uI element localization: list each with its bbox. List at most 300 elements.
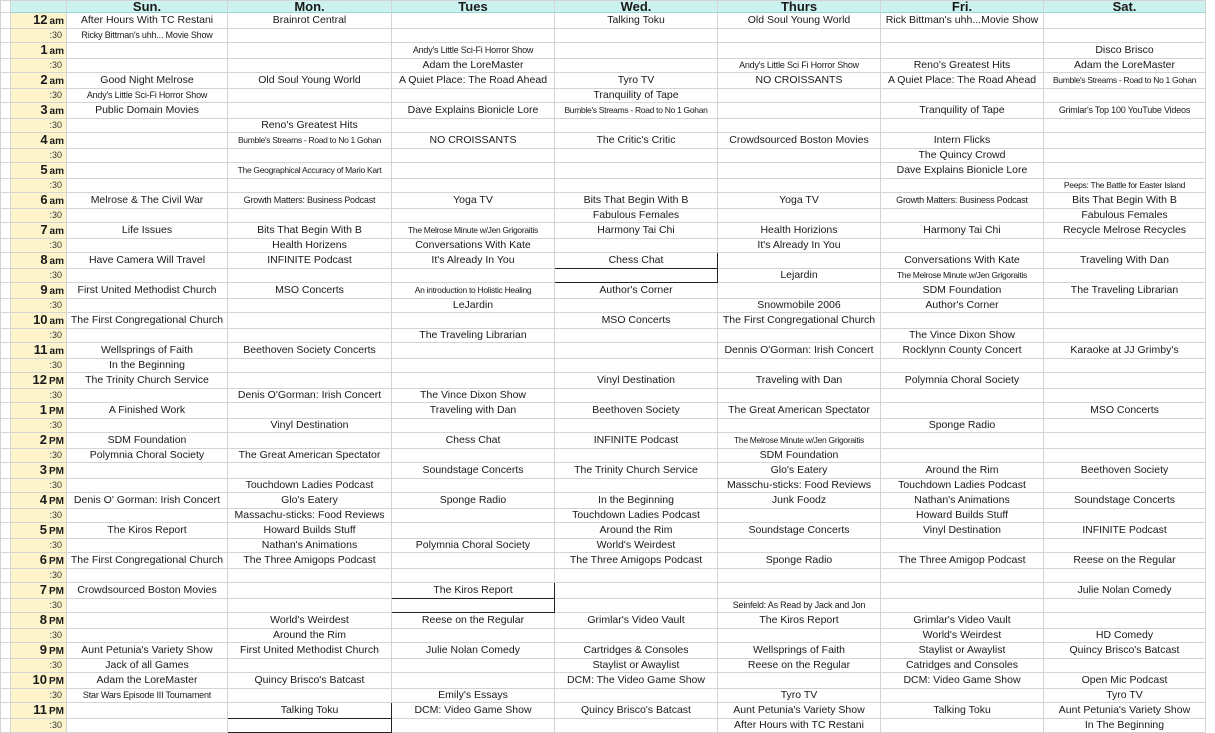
program-cell-mon[interactable] (228, 329, 392, 343)
program-cell-thu[interactable]: It's Already In You (718, 239, 881, 253)
program-cell-wed[interactable] (555, 59, 718, 73)
header-corner-cell[interactable] (11, 1, 67, 13)
row-edge-cell[interactable] (1, 299, 11, 313)
hour-label[interactable] (11, 103, 67, 119)
hour-label[interactable] (11, 583, 67, 599)
program-cell-sun[interactable]: Denis O' Gorman: Irish Concert (67, 493, 228, 509)
program-cell-thu[interactable]: NO CROISSANTS (718, 73, 881, 89)
row-edge-cell[interactable] (1, 553, 11, 569)
hour-label[interactable] (11, 283, 67, 299)
program-cell-wed[interactable] (555, 689, 718, 703)
row-edge-cell[interactable] (1, 493, 11, 509)
program-cell-mon[interactable]: The Geographical Accuracy of Mario Kart (228, 163, 392, 179)
row-edge-cell[interactable] (1, 73, 11, 89)
program-cell-sun[interactable]: Melrose & The Civil War (67, 193, 228, 209)
program-cell-thu[interactable]: Snowmobile 2006 (718, 299, 881, 313)
program-cell-wed[interactable]: Around the Rim (555, 523, 718, 539)
program-cell-tue[interactable]: Reese on the Regular (392, 613, 555, 629)
program-cell-fri[interactable]: Grimlar's Video Vault (881, 613, 1044, 629)
row-edge-cell[interactable] (1, 463, 11, 479)
row-edge-cell[interactable] (1, 119, 11, 133)
program-cell-tue[interactable] (392, 119, 555, 133)
row-edge-cell[interactable] (1, 343, 11, 359)
program-cell-wed[interactable]: In the Beginning (555, 493, 718, 509)
program-cell-sat[interactable] (1044, 163, 1206, 179)
program-cell-mon[interactable]: Quincy Brisco's Batcast (228, 673, 392, 689)
program-cell-sun[interactable]: Andy's Little Sci-Fi Horror Show (67, 89, 228, 103)
program-cell-thu[interactable]: The Kiros Report (718, 613, 881, 629)
day-header-tue[interactable]: Tues (392, 1, 555, 13)
hour-label[interactable] (11, 553, 67, 569)
program-cell-wed[interactable]: Bits That Begin With B (555, 193, 718, 209)
row-edge-cell[interactable] (1, 29, 11, 43)
hour-label[interactable] (11, 463, 67, 479)
program-cell-mon[interactable] (228, 403, 392, 419)
program-cell-tue[interactable] (392, 343, 555, 359)
program-cell-thu[interactable] (718, 673, 881, 689)
program-cell-fri[interactable]: Around the Rim (881, 463, 1044, 479)
program-cell-fri[interactable] (881, 179, 1044, 193)
program-cell-fri[interactable]: Polymnia Choral Society (881, 373, 1044, 389)
program-cell-sat[interactable] (1044, 149, 1206, 163)
program-cell-tue[interactable] (392, 373, 555, 389)
program-cell-thu[interactable] (718, 149, 881, 163)
program-cell-wed[interactable] (555, 343, 718, 359)
row-edge-cell[interactable] (1, 703, 11, 719)
program-cell-thu[interactable] (718, 359, 881, 373)
row-edge-cell[interactable] (1, 149, 11, 163)
program-cell-sun[interactable]: Star Wars Episode III Tournament (67, 689, 228, 703)
program-cell-fri[interactable]: Vinyl Destination (881, 523, 1044, 539)
program-cell-thu[interactable]: The Melrose Minute w/Jen Grigoraitis (718, 433, 881, 449)
hour-label[interactable] (11, 13, 67, 29)
row-header-corner[interactable] (1, 1, 11, 13)
program-cell-wed[interactable] (555, 239, 718, 253)
program-cell-sun[interactable]: Adam the LoreMaster (67, 673, 228, 689)
program-cell-thu[interactable] (718, 209, 881, 223)
program-cell-tue[interactable] (392, 163, 555, 179)
program-cell-mon[interactable]: Massachu-sticks: Food Reviews (228, 509, 392, 523)
program-cell-sat[interactable] (1044, 509, 1206, 523)
program-cell-mon[interactable]: MSO Concerts (228, 283, 392, 299)
day-header-sat[interactable]: Sat. (1044, 1, 1206, 13)
program-cell-fri[interactable]: Rick Bittman's uhh...Movie Show (881, 13, 1044, 29)
program-cell-sat[interactable]: Fabulous Females (1044, 209, 1206, 223)
program-cell-wed[interactable]: Tranquility of Tape (555, 89, 718, 103)
program-cell-thu[interactable] (718, 89, 881, 103)
program-cell-fri[interactable]: Catridges and Consoles (881, 659, 1044, 673)
program-cell-thu[interactable]: Sponge Radio (718, 553, 881, 569)
program-cell-wed[interactable] (555, 719, 718, 733)
row-edge-cell[interactable] (1, 329, 11, 343)
program-cell-fri[interactable] (881, 89, 1044, 103)
program-cell-tue[interactable]: DCM: Video Game Show (392, 703, 555, 719)
program-cell-mon[interactable]: Denis O'Gorman: Irish Concert (228, 389, 392, 403)
program-cell-wed[interactable] (555, 583, 718, 599)
hour-label[interactable] (11, 493, 67, 509)
program-cell-wed[interactable]: DCM: The Video Game Show (555, 673, 718, 689)
program-cell-sun[interactable] (67, 509, 228, 523)
row-edge-cell[interactable] (1, 403, 11, 419)
hour-label[interactable] (11, 523, 67, 539)
program-cell-sun[interactable] (67, 149, 228, 163)
program-cell-wed[interactable] (555, 299, 718, 313)
program-cell-tue[interactable]: LeJardin (392, 299, 555, 313)
half-hour-label[interactable]: :30 (11, 239, 67, 253)
program-cell-fri[interactable] (881, 689, 1044, 703)
row-edge-cell[interactable] (1, 269, 11, 283)
program-cell-thu[interactable]: Seinfeld: As Read by Jack and Jon (718, 599, 881, 613)
hour-label[interactable] (11, 253, 67, 269)
program-cell-thu[interactable]: After Hours with TC Restani (718, 719, 881, 733)
program-cell-sat[interactable] (1044, 389, 1206, 403)
program-cell-wed[interactable]: Quincy Brisco's Batcast (555, 703, 718, 719)
program-cell-tue[interactable] (392, 523, 555, 539)
program-cell-sun[interactable] (67, 119, 228, 133)
program-cell-sun[interactable]: SDM Foundation (67, 433, 228, 449)
program-cell-thu[interactable]: Lejardin (718, 269, 881, 283)
program-cell-fri[interactable]: DCM: Video Game Show (881, 673, 1044, 689)
program-cell-sun[interactable]: Jack of all Games (67, 659, 228, 673)
program-cell-sun[interactable] (67, 569, 228, 583)
row-edge-cell[interactable] (1, 449, 11, 463)
program-cell-wed[interactable]: INFINITE Podcast (555, 433, 718, 449)
hour-label[interactable] (11, 343, 67, 359)
row-edge-cell[interactable] (1, 223, 11, 239)
program-cell-mon[interactable]: The Three Amigops Podcast (228, 553, 392, 569)
program-cell-fri[interactable] (881, 719, 1044, 733)
program-cell-tue[interactable]: The Melrose Minute w/Jen Grigoraitis (392, 223, 555, 239)
program-cell-fri[interactable] (881, 389, 1044, 403)
row-edge-cell[interactable] (1, 373, 11, 389)
program-cell-sat[interactable]: The Traveling Librarian (1044, 283, 1206, 299)
program-cell-fri[interactable] (881, 539, 1044, 553)
half-hour-label[interactable]: :30 (11, 179, 67, 193)
program-cell-mon[interactable] (228, 719, 392, 733)
day-header-sun[interactable]: Sun. (67, 1, 228, 13)
program-cell-sun[interactable] (67, 163, 228, 179)
program-cell-tue[interactable] (392, 553, 555, 569)
program-cell-thu[interactable]: Andy's Little Sci Fi Horror Show (718, 59, 881, 73)
program-cell-fri[interactable]: Touchdown Ladies Podcast (881, 479, 1044, 493)
program-cell-sun[interactable] (67, 329, 228, 343)
program-cell-sat[interactable] (1044, 433, 1206, 449)
program-cell-fri[interactable]: Talking Toku (881, 703, 1044, 719)
program-cell-tue[interactable] (392, 29, 555, 43)
program-cell-fri[interactable] (881, 239, 1044, 253)
program-cell-sun[interactable]: Crowdsourced Boston Movies (67, 583, 228, 599)
program-cell-sun[interactable] (67, 389, 228, 403)
program-cell-fri[interactable]: The Melrose Minute w/Jen Grigoraitis (881, 269, 1044, 283)
program-cell-mon[interactable]: Glo's Eatery (228, 493, 392, 509)
program-cell-thu[interactable]: Wellsprings of Faith (718, 643, 881, 659)
program-cell-mon[interactable] (228, 359, 392, 373)
half-hour-label[interactable]: :30 (11, 59, 67, 73)
program-cell-sun[interactable]: Have Camera Will Travel (67, 253, 228, 269)
program-cell-mon[interactable] (228, 569, 392, 583)
program-cell-thu[interactable] (718, 419, 881, 433)
program-cell-sat[interactable] (1044, 133, 1206, 149)
program-cell-thu[interactable] (718, 389, 881, 403)
half-hour-label[interactable]: :30 (11, 659, 67, 673)
row-edge-cell[interactable] (1, 253, 11, 269)
program-cell-wed[interactable]: Tyro TV (555, 73, 718, 89)
half-hour-label[interactable]: :30 (11, 539, 67, 553)
row-edge-cell[interactable] (1, 629, 11, 643)
program-cell-fri[interactable]: Author's Corner (881, 299, 1044, 313)
program-cell-wed[interactable]: Cartridges & Consoles (555, 643, 718, 659)
program-cell-wed[interactable]: The Critic's Critic (555, 133, 718, 149)
program-cell-tue[interactable] (392, 419, 555, 433)
program-cell-mon[interactable]: Bumble's Streams - Road to No 1 Gohan (228, 133, 392, 149)
program-cell-sat[interactable]: Tyro TV (1044, 689, 1206, 703)
program-cell-sat[interactable]: Open Mic Podcast (1044, 673, 1206, 689)
program-cell-sat[interactable] (1044, 659, 1206, 673)
program-cell-sun[interactable] (67, 703, 228, 719)
program-cell-mon[interactable] (228, 433, 392, 449)
row-edge-cell[interactable] (1, 103, 11, 119)
program-cell-wed[interactable]: The Three Amigops Podcast (555, 553, 718, 569)
program-cell-sat[interactable]: Recycle Melrose Recycles (1044, 223, 1206, 239)
program-cell-sun[interactable] (67, 59, 228, 73)
half-hour-label[interactable]: :30 (11, 89, 67, 103)
program-cell-sun[interactable]: Aunt Petunia's Variety Show (67, 643, 228, 659)
program-cell-thu[interactable] (718, 329, 881, 343)
row-edge-cell[interactable] (1, 389, 11, 403)
program-cell-fri[interactable]: Rocklynn County Concert (881, 343, 1044, 359)
day-header-fri[interactable]: Fri. (881, 1, 1044, 13)
program-cell-tue[interactable]: Traveling with Dan (392, 403, 555, 419)
row-edge-cell[interactable] (1, 643, 11, 659)
program-cell-fri[interactable]: A Quiet Place: The Road Ahead (881, 73, 1044, 89)
program-cell-fri[interactable]: Growth Matters: Business Podcast (881, 193, 1044, 209)
program-cell-sat[interactable]: Peeps: The Battle for Easter Island (1044, 179, 1206, 193)
program-cell-tue[interactable] (392, 149, 555, 163)
program-cell-fri[interactable] (881, 583, 1044, 599)
row-edge-cell[interactable] (1, 719, 11, 733)
program-cell-sun[interactable] (67, 539, 228, 553)
program-cell-sat[interactable]: Soundstage Concerts (1044, 493, 1206, 509)
program-cell-sun[interactable] (67, 179, 228, 193)
program-cell-wed[interactable] (555, 329, 718, 343)
program-cell-wed[interactable] (555, 149, 718, 163)
program-cell-sun[interactable]: A Finished Work (67, 403, 228, 419)
program-cell-thu[interactable] (718, 163, 881, 179)
hour-label[interactable] (11, 193, 67, 209)
half-hour-label[interactable]: :30 (11, 509, 67, 523)
half-hour-label[interactable]: :30 (11, 329, 67, 343)
program-cell-wed[interactable] (555, 179, 718, 193)
program-cell-sun[interactable] (67, 299, 228, 313)
program-cell-tue[interactable]: An introduction to Holistic Healing (392, 283, 555, 299)
program-cell-mon[interactable] (228, 583, 392, 599)
row-edge-cell[interactable] (1, 569, 11, 583)
row-edge-cell[interactable] (1, 13, 11, 29)
program-cell-fri[interactable] (881, 433, 1044, 449)
program-cell-thu[interactable]: Tyro TV (718, 689, 881, 703)
program-cell-wed[interactable] (555, 29, 718, 43)
program-cell-sat[interactable]: Beethoven Society (1044, 463, 1206, 479)
program-cell-fri[interactable] (881, 449, 1044, 463)
program-cell-fri[interactable]: The Vince Dixon Show (881, 329, 1044, 343)
program-cell-fri[interactable] (881, 29, 1044, 43)
row-edge-cell[interactable] (1, 523, 11, 539)
half-hour-label[interactable]: :30 (11, 419, 67, 433)
program-cell-wed[interactable] (555, 359, 718, 373)
program-cell-mon[interactable]: Growth Matters: Business Podcast (228, 193, 392, 209)
program-cell-sun[interactable] (67, 419, 228, 433)
program-cell-tue[interactable]: The Kiros Report (392, 583, 555, 599)
program-cell-thu[interactable]: The First Congregational Church (718, 313, 881, 329)
row-edge-cell[interactable] (1, 209, 11, 223)
program-cell-thu[interactable] (718, 103, 881, 119)
half-hour-label[interactable]: :30 (11, 209, 67, 223)
program-cell-sat[interactable] (1044, 269, 1206, 283)
program-cell-sat[interactable] (1044, 29, 1206, 43)
program-cell-sat[interactable]: Bits That Begin With B (1044, 193, 1206, 209)
program-cell-sat[interactable] (1044, 479, 1206, 493)
program-cell-fri[interactable]: Sponge Radio (881, 419, 1044, 433)
program-cell-wed[interactable]: Chess Chat (555, 253, 718, 269)
row-edge-cell[interactable] (1, 659, 11, 673)
hour-label[interactable] (11, 73, 67, 89)
half-hour-label[interactable]: :30 (11, 569, 67, 583)
program-cell-sat[interactable]: Quincy Brisco's Batcast (1044, 643, 1206, 659)
row-edge-cell[interactable] (1, 359, 11, 373)
program-cell-wed[interactable]: Harmony Tai Chi (555, 223, 718, 239)
program-cell-wed[interactable] (555, 629, 718, 643)
program-cell-mon[interactable] (228, 599, 392, 613)
half-hour-label[interactable]: :30 (11, 389, 67, 403)
half-hour-label[interactable]: :30 (11, 149, 67, 163)
program-cell-fri[interactable]: Reno's Greatest Hits (881, 59, 1044, 73)
row-edge-cell[interactable] (1, 163, 11, 179)
program-cell-wed[interactable] (555, 479, 718, 493)
program-cell-mon[interactable]: Touchdown Ladies Podcast (228, 479, 392, 493)
hour-label[interactable] (11, 433, 67, 449)
program-cell-thu[interactable]: Health Horizions (718, 223, 881, 239)
row-edge-cell[interactable] (1, 89, 11, 103)
program-cell-sun[interactable] (67, 599, 228, 613)
program-cell-tue[interactable] (392, 269, 555, 283)
program-cell-thu[interactable]: Old Soul Young World (718, 13, 881, 29)
program-cell-thu[interactable]: Junk Foodz (718, 493, 881, 509)
row-edge-cell[interactable] (1, 419, 11, 433)
hour-label[interactable] (11, 133, 67, 149)
hour-label[interactable] (11, 373, 67, 389)
program-cell-mon[interactable] (228, 59, 392, 73)
program-cell-tue[interactable]: The Traveling Librarian (392, 329, 555, 343)
program-cell-wed[interactable]: MSO Concerts (555, 313, 718, 329)
program-cell-tue[interactable]: Dave Explains Bionicle Lore (392, 103, 555, 119)
program-cell-mon[interactable]: Howard Builds Stuff (228, 523, 392, 539)
program-cell-sun[interactable]: The First Congregational Church (67, 553, 228, 569)
program-cell-sat[interactable] (1044, 373, 1206, 389)
program-cell-tue[interactable] (392, 449, 555, 463)
program-cell-mon[interactable]: Nathan's Animations (228, 539, 392, 553)
hour-label[interactable] (11, 613, 67, 629)
program-cell-mon[interactable] (228, 179, 392, 193)
program-cell-mon[interactable] (228, 373, 392, 389)
row-edge-cell[interactable] (1, 133, 11, 149)
hour-label[interactable] (11, 673, 67, 689)
program-cell-tue[interactable] (392, 569, 555, 583)
program-cell-wed[interactable]: The Trinity Church Service (555, 463, 718, 479)
program-cell-fri[interactable] (881, 119, 1044, 133)
program-cell-fri[interactable]: Nathan's Animations (881, 493, 1044, 509)
program-cell-mon[interactable] (228, 689, 392, 703)
program-cell-fri[interactable]: SDM Foundation (881, 283, 1044, 299)
program-cell-wed[interactable] (555, 569, 718, 583)
program-cell-wed[interactable]: Author's Corner (555, 283, 718, 299)
program-cell-sat[interactable]: Traveling With Dan (1044, 253, 1206, 269)
half-hour-label[interactable]: :30 (11, 719, 67, 733)
program-cell-thu[interactable]: Traveling with Dan (718, 373, 881, 389)
half-hour-label[interactable]: :30 (11, 479, 67, 493)
program-cell-sun[interactable] (67, 269, 228, 283)
program-cell-sat[interactable] (1044, 119, 1206, 133)
program-cell-thu[interactable] (718, 509, 881, 523)
program-cell-tue[interactable] (392, 89, 555, 103)
program-cell-mon[interactable] (228, 659, 392, 673)
program-cell-fri[interactable]: Staylist or Awaylist (881, 643, 1044, 659)
program-cell-sun[interactable] (67, 479, 228, 493)
program-cell-tue[interactable] (392, 673, 555, 689)
program-cell-fri[interactable]: Howard Builds Stuff (881, 509, 1044, 523)
program-cell-tue[interactable]: Chess Chat (392, 433, 555, 449)
program-cell-sat[interactable]: Disco Brisco (1044, 43, 1206, 59)
program-cell-sat[interactable]: MSO Concerts (1044, 403, 1206, 419)
program-cell-sun[interactable]: Public Domain Movies (67, 103, 228, 119)
program-cell-wed[interactable] (555, 449, 718, 463)
program-cell-tue[interactable]: The Vince Dixon Show (392, 389, 555, 403)
program-cell-fri[interactable]: Intern Flicks (881, 133, 1044, 149)
program-cell-mon[interactable]: Old Soul Young World (228, 73, 392, 89)
program-cell-sun[interactable] (67, 209, 228, 223)
hour-label[interactable] (11, 643, 67, 659)
program-cell-sat[interactable] (1044, 449, 1206, 463)
program-cell-sun[interactable]: Wellsprings of Faith (67, 343, 228, 359)
program-cell-sat[interactable] (1044, 599, 1206, 613)
program-cell-tue[interactable]: It's Already In You (392, 253, 555, 269)
row-edge-cell[interactable] (1, 613, 11, 629)
program-cell-thu[interactable] (718, 569, 881, 583)
program-cell-wed[interactable] (555, 599, 718, 613)
program-cell-thu[interactable] (718, 29, 881, 43)
program-cell-sun[interactable]: After Hours With TC Restani (67, 13, 228, 29)
hour-label[interactable] (11, 43, 67, 59)
program-cell-thu[interactable] (718, 539, 881, 553)
program-cell-mon[interactable] (228, 299, 392, 313)
program-cell-tue[interactable]: Andy's Little Sci-Fi Horror Show (392, 43, 555, 59)
program-cell-mon[interactable]: Beethoven Society Concerts (228, 343, 392, 359)
program-cell-sun[interactable] (67, 239, 228, 253)
program-cell-wed[interactable] (555, 389, 718, 403)
program-cell-thu[interactable] (718, 179, 881, 193)
program-cell-sat[interactable]: Aunt Petunia's Variety Show (1044, 703, 1206, 719)
hour-label[interactable] (11, 223, 67, 239)
program-cell-mon[interactable] (228, 149, 392, 163)
row-edge-cell[interactable] (1, 59, 11, 73)
program-cell-fri[interactable] (881, 209, 1044, 223)
program-cell-thu[interactable]: Crowdsourced Boston Movies (718, 133, 881, 149)
program-cell-wed[interactable]: Staylist or Awaylist (555, 659, 718, 673)
row-edge-cell[interactable] (1, 313, 11, 329)
row-edge-cell[interactable] (1, 539, 11, 553)
program-cell-sun[interactable]: Good Night Melrose (67, 73, 228, 89)
row-edge-cell[interactable] (1, 193, 11, 209)
program-cell-tue[interactable] (392, 629, 555, 643)
